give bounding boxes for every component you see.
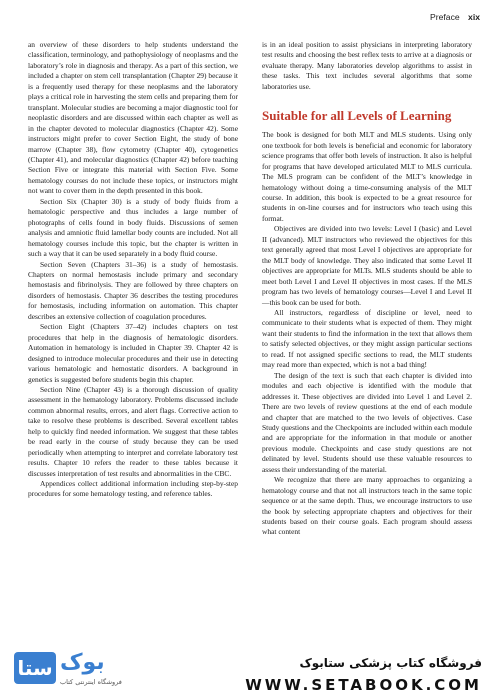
right-column-paragraph: The book is designed for both MLT and MLS students. Using only one textbook for both levels is beneficial and economic for laboratory science programs that offer both levels of instruction. It also is helpful for programs that have developed articulated MLT to MLS curricula. The MLS program can be confident of the MLT’s knowledge in hematology without doing a time-consuming analysis of the MLT course. In addition, this book is expected to be a great resource for students in on-line courses and for instructors who teach using this format. — [262, 130, 472, 223]
right-column-paragraph: We recognize that there are many approaches to organizing a hematology course and that not all instructors teach in the same topic sequence or at the same depth. Thus, we encourage instructors to use the book by selecting appropriate chapters and objectives for their students based on their course goals. Each program should assess what content — [262, 475, 472, 537]
left-column-paragraph: Section Nine (Chapter 43) is a thorough discussion of quality assessment in the hematology laboratory. Problems discussed include common abnormal results, errors, and alert flags. Corrective action to take to resolve these problems is described. Several excellent tables help to quickly find needed information. We suggest that these tables be read early in the course of study because they can be used periodically when attempting to interpret and correlate laboratory test results. Chapter 10 refers the reader to these tables because it discusses interpretation of test results and abnormalities in the CBC. — [28, 384, 238, 478]
store-url[interactable]: WWW.SETABOOK.COM — [245, 676, 482, 694]
store-name: فروشگاه کتاب پزشکی ستابوک — [299, 656, 482, 670]
right-column-paragraph: The design of the text is such that each chapter is divided into modules and each objective is identified with the module that addresses it. These objectives are divided into Level 1 and Level 2. There are two levels of review questions at the end of each module and chapter that are matched to the two levels of objectives. Case Study questions and the Checkpoints are included within each module and are appropriate for the information in that module or another previous module. Checkpoints and case study questions are not delinated by level. Students should use these valuable resources to assess their understanding of the material. — [262, 370, 472, 474]
footer-watermark — [0, 620, 500, 700]
section-heading: Suitable for all Levels of Learning — [262, 108, 452, 124]
right-column-paragraph: Objectives are divided into two levels: Level I (basic) and Level II (advanced). MLT instructors who reviewed the objectives for this text generally agreed that most Level I objectives are appropriate for the MLT body of knowledge. They also indicated that some Level II objectives are appropriate for MLTs. MLS students should be able to meet both Level I and Level II objectives in most cases. If the MLS program has two levels of hematology courses—Level I and Level II—this book can be used for both. — [262, 224, 472, 307]
logo-badge: ستا — [14, 652, 56, 684]
running-header — [430, 12, 480, 22]
page-number: xix — [468, 12, 480, 22]
logo-text: بوک — [60, 650, 105, 675]
logo-subtitle: فروشگاه اینترنتی کتاب — [60, 678, 122, 686]
left-column-paragraph: Appendices collect additional information including step-by-step procedures for some hematology testing, and reference tables. — [28, 479, 238, 499]
right-column-paragraph: All instructors, regardless of discipline or level, need to communicate to their students what is expected of them. They might want their students to find the information in the text that allows them to satisfy selected objectives, or they might assign particular sections to read. If not assigned specific sections to read, the MLT students may read more than expected, which is not a bad thing! — [262, 307, 472, 370]
right-intro-paragraph: is in an ideal position to assist physicians in interpreting laboratory test results and choosing the best reflex tests to arrive at a diagnosis or evaluate therapy. Many laboratories develop algorithms to assist in these tasks. This text includes several algorithms that some laboratories use. — [262, 40, 472, 91]
header-label: Preface — [430, 12, 460, 22]
store-logo — [8, 644, 163, 694]
left-column-paragraph: an overview of these disorders to help students understand the classification, terminology, and pathophysiology of neoplasms and the laboratory’s role in diagnosis and therapy. As a part of this section, we included a chapter on stem cell transplantation (Chapter 29) because it is a frequently used therapy for these neoplasms and the laboratory plays a critical role in harvesting the stem cells and preparing them for transplant. Molecular studies are becoming a major diagnostic tool for neoplastic disorders and are discussed within each chapter as well as in the chapter devoted to molecular diagnostics (Chapter 42). Some instructors might prefer to cover Section Eight, the study of bone marrow (Chapter 38), flow cytometry (Chapter 40), cytogenetics (Chapter 41), and molecular diagnostics (Chapter 42) before teaching Section Five or integrate this material with Section Five. Some hematology courses do not include these topics, or instructors might not want to cover them in the depth presented in this book. — [28, 40, 238, 196]
left-column-paragraph: Section Six (Chapter 30) is a study of body fluids from a hematologic perspective and thus includes a large number of photographs of cells found in body fluids. Discussions of semen analysis and amniotic fluid lamellar body counts are included. Not all hematology courses include this topic, but the chapter is written in such a way that it can be used separately in a body fluid course. — [28, 196, 238, 259]
left-column-paragraph: Section Eight (Chapters 37–42) includes chapters on test procedures that help in the diagnosis of hematologic disorders. Automation in hematology is included in Chapter 39. Chapter 42 is designed to introduce molecular procedures and their use in detecting various hematologic and hemostatic disorders. A background in genetics is suggested before students begin this chapter. — [28, 322, 238, 384]
right-column — [262, 40, 472, 538]
left-column-paragraph: Section Seven (Chapters 31–36) is a study of hemostasis. Chapters on normal hemostasis include primary and secondary hemostasis and fibrinolysis. They are followed by three chapters on disorders of hemostasis. Chapter 36 describes the testing procedures for hemostasis, including information on automation. This chapter describes an extensive collection of coagulation procedures. — [28, 259, 238, 321]
left-column — [28, 40, 238, 500]
